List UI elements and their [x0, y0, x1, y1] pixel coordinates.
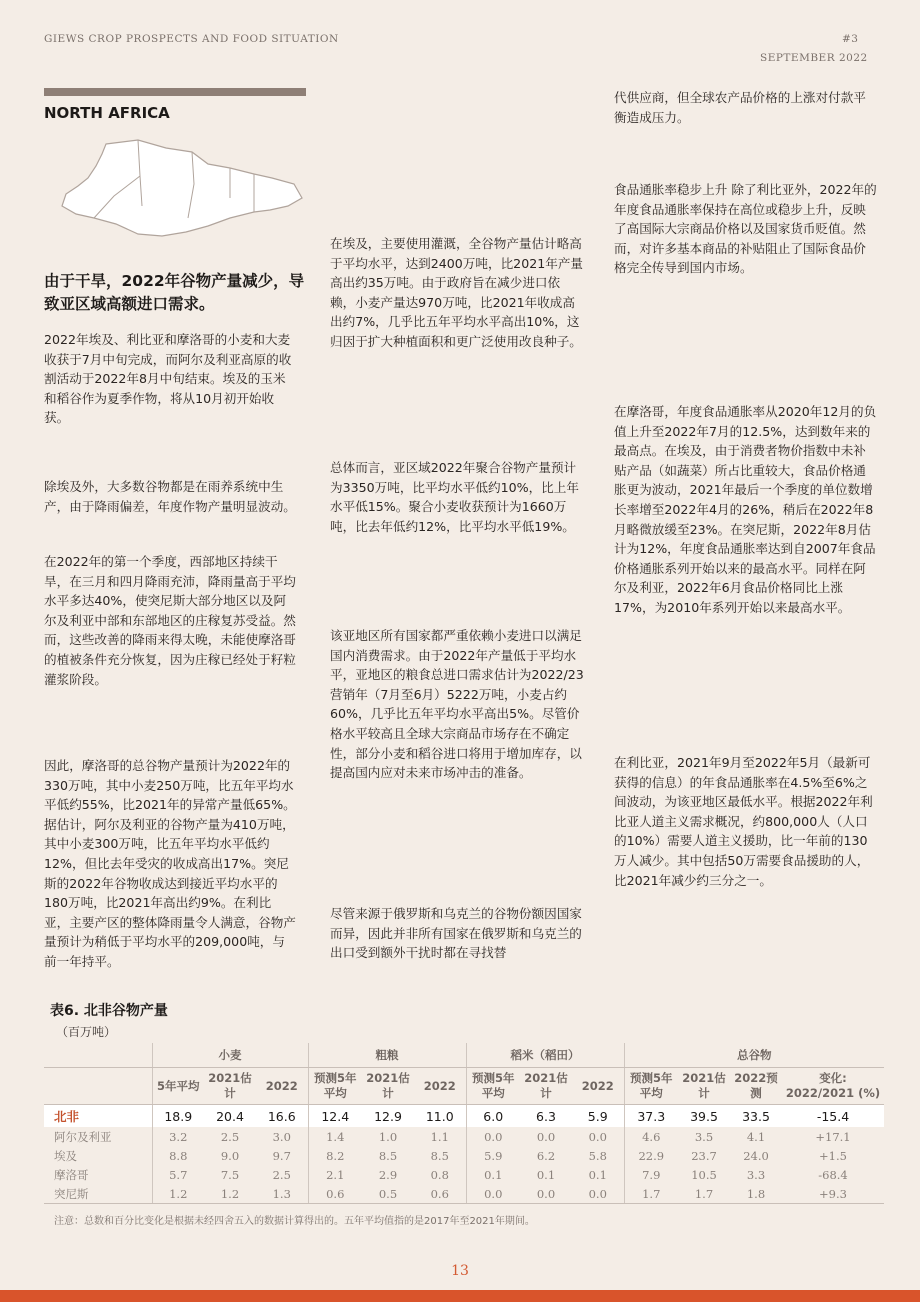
col-header-coarse-2022: 2022 [414, 1068, 466, 1105]
col2-paragraph-2: 总体而言，亚区域2022年聚合谷物产量预计为3350万吨，比平均水平低约10%，比上年水平低15%。聚合小麦收获预计为1660万吨，比去年低约12%，比平均水平低19%。 [330, 460, 579, 534]
table-row-total [44, 1105, 884, 1128]
col3-paragraph-2: 食品通胀率稳步上升 除了利比亚外，2022年的年度食品通胀率保持在高位或稳步上升，反映了高国际大宗商品价格以及国家货币贬值。然而，对许多基本商品的补贴阻止了国际食品价格完全传导到国内市场。 [614, 182, 877, 276]
table-cell: 8.8 [152, 1146, 204, 1165]
col1-paragraph-2: 除埃及外，大多数谷物都是在雨养系统中生产，由于降雨偏差，年度作物产量明显波动。 [44, 479, 296, 514]
table-cell: 2.5 [272, 1167, 291, 1182]
row-label: 突尼斯 [44, 1184, 152, 1204]
table-cell: +1.5 [819, 1148, 847, 1163]
table-cell: +17.1 [815, 1129, 851, 1144]
group-header-wheat: 小麦 [152, 1043, 308, 1068]
col1-paragraph-3: 在2022年的第一个季度，西部地区持续干旱，在三月和四月降雨充沛，降雨量高于平均水平多达40%，使突尼斯大部分地区以及阿尔及利亚中部和东部地区的庄稼复苏受益。然而，这些改善的降雨来得太晚，未能使摩洛哥的植被条件充分恢复，因为庄稼已经处于籽粒灌浆阶段。 [44, 554, 296, 687]
table-cell: 8.5 [430, 1148, 449, 1163]
col1-paragraph-1: 2022年埃及、利比亚和摩洛哥的小麦和大麦收获于7月中旬完成，而阿尔及利亚高原的收割活动于2022年8月中旬结束。埃及的玉米和稻谷作为夏季作物，将从10月初开始收获。 [44, 332, 292, 426]
group-header-total-cereals: 总谷物 [624, 1043, 884, 1068]
cereal-production-table [44, 1043, 884, 1204]
col-header-total-2022: 2022预测 [730, 1068, 782, 1105]
table-cell: 3.3 [746, 1167, 766, 1182]
col-header-wheat-2022: 2022 [256, 1068, 308, 1105]
table-row [44, 1127, 884, 1146]
table-cell: 20.4 [216, 1108, 244, 1124]
table-cell: 5.9 [466, 1146, 520, 1165]
group-header-rice: 稻米（稻田） [466, 1043, 624, 1068]
table-cell: 1.2 [204, 1184, 256, 1204]
row-label: 摩洛哥 [54, 1167, 89, 1182]
table-cell: 10.5 [691, 1167, 717, 1182]
table-cell: 0.0 [572, 1184, 624, 1204]
table-cell: 37.3 [624, 1105, 678, 1128]
table-cell: 1.7 [624, 1184, 678, 1204]
table-cell: 33.5 [742, 1108, 770, 1124]
table-cell: 3.2 [152, 1127, 204, 1146]
table-cell: 1.0 [378, 1129, 398, 1144]
col3-paragraph-1: 代供应商，但全球农产品价格的上涨对付款平衡造成压力。 [614, 90, 866, 125]
table-cell: 0.8 [430, 1167, 449, 1182]
table-cell: 18.9 [152, 1105, 204, 1128]
section-headline: 由于干旱，2022年谷物产量减少，导致亚区域高额进口需求。 [44, 272, 305, 313]
table-cell: 0.6 [414, 1184, 466, 1204]
footer-bar [0, 1290, 920, 1302]
col-header-rice-2021: 2021估计 [520, 1068, 572, 1105]
col3-paragraph-3: 在摩洛哥，年度食品通胀率从2020年12月的负值上升至2022年7月的12.5%，达到数年来的最高点。在埃及，由于消费者物价指数中未补贴产品（如蔬菜）所占比重较大，食品价格通胀更为波动，2021年最后一个季度的单位数增长率增至2022年4月的26%，稍后在2022年8月略微放缓至23%。在突尼斯，2022年8月估计为12%，年度食品通胀率达到自2007年食品价格通胀系列开始以来的最高水平。同样在阿尔及利亚，2022年6月食品价格同比上涨17%，为2010年系列开始以来最高水平。 [614, 404, 877, 615]
table-cell: 5.9 [587, 1108, 608, 1124]
table-cell: 6.2 [536, 1148, 556, 1163]
issue-number: #3 [842, 33, 859, 45]
table-cell: 1.8 [730, 1184, 782, 1204]
table-row [44, 1165, 884, 1184]
table-cell: 1.4 [308, 1127, 362, 1146]
table-note: 注意：总数和百分比变化是根据未经四舍五入的数据计算得出的。五年平均值指的是2017年至2021年期间。 [54, 1216, 535, 1227]
col3-paragraph-4: 在利比亚，2021年9月至2022年5月（最新可获得的信息）的年食品通胀率在4.5%至6%之间波动，为该亚地区最低水平。根据2022年利比亚人道主义需求概况，约800,000人（人口的10%）需要人道主义援助，比一年前的130万人减少。其中包括50万需要食品援助的人，比2021年减少约三分之一。 [614, 755, 873, 888]
table-cell: 12.9 [374, 1108, 402, 1124]
col2-paragraph-3: 该亚地区所有国家都严重依赖小麦进口以满足国内消费需求。由于2022年产量低于平均水平，亚地区的粮食总进口需求估计为2022/23营销年（7月至6月）5222万吨，小麦占约60%，几乎比五年平均水平高出5%。尽管价格水平较高且全球大宗商品市场存在不确定性，部分小麦和稻谷进口将用于增加库存，以提高国内应对未来市场冲击的准备。 [330, 628, 584, 781]
table-cell: 0.0 [588, 1129, 607, 1144]
table-cell: 39.5 [690, 1108, 718, 1124]
row-label: 埃及 [54, 1148, 77, 1163]
table-cell: 0.0 [520, 1184, 572, 1204]
row-label: 北非 [54, 1109, 80, 1124]
col2-paragraph-1: 在埃及，主要使用灌溉，全谷物产量估计略高于平均水平，达到2400万吨，比2021年产量高出约35万吨。由于政府旨在减少进口依赖，小麦产量达970万吨，比2021年收成高出约7%，几乎比五年平均水平高出10%，这归因于扩大种植面积和更广泛使用改良种子。 [330, 236, 584, 349]
col-header-rice-2022: 2022 [572, 1068, 624, 1105]
table-cell: +9.3 [782, 1184, 884, 1204]
table-cell: 0.6 [308, 1184, 362, 1204]
table-cell: 0.1 [536, 1167, 556, 1182]
table-cell: 1.2 [152, 1184, 204, 1204]
group-header-coarse-grains: 粗粮 [308, 1043, 466, 1068]
table-cell: 8.2 [308, 1146, 362, 1165]
col-header-wheat-avg5: 5年平均 [152, 1068, 204, 1105]
table-cell: 0.1 [588, 1167, 607, 1182]
table-cell: 12.4 [308, 1105, 362, 1128]
table-cell: 0.0 [466, 1184, 520, 1204]
north-africa-map [58, 136, 308, 246]
table-cell: 0.1 [466, 1165, 520, 1184]
table-cell: 1.7 [678, 1184, 730, 1204]
table-cell: 7.5 [220, 1167, 240, 1182]
table-cell: 3.5 [694, 1129, 714, 1144]
table-cell: 1.3 [256, 1184, 308, 1204]
table-cell: 7.9 [624, 1165, 678, 1184]
table-cell: 9.7 [272, 1148, 291, 1163]
table-cell: 0.0 [536, 1129, 556, 1144]
table-cell: -68.4 [818, 1167, 848, 1182]
table-cell: 4.6 [624, 1127, 678, 1146]
table-cell: 1.1 [430, 1129, 449, 1144]
col-header-rice-avg5: 预测5年平均 [466, 1068, 520, 1105]
table-body [44, 1105, 884, 1204]
table-unit: （百万吨） [56, 1025, 117, 1039]
table-cell: 22.9 [624, 1146, 678, 1165]
table-cell: 8.5 [378, 1148, 398, 1163]
table-row [44, 1146, 884, 1165]
table-cell: -15.4 [816, 1108, 850, 1124]
table-cell: 6.0 [466, 1105, 520, 1128]
table-cell: 23.7 [691, 1148, 717, 1163]
table-row [44, 1184, 884, 1204]
col-header-total-2021: 2021估计 [678, 1068, 730, 1105]
col1-paragraph-4: 因此，摩洛哥的总谷物产量预计为2022年的330万吨，其中小麦250万吨，比五年平均水平低约55%，比2021年的异常产量低65%。据估计，阿尔及利亚的谷物产量为410万吨，其中小麦300万吨，比五年平均水平低约12%，但比去年受灾的收成高出17%。突尼斯的2022年谷物收成达到接近平均水平的180万吨，比2021年高出约9%。在利比亚，主要产区的整体降雨量令人满意，谷物产量预计为稍低于平均水平的209,000吨，与前一年持平。 [44, 758, 296, 969]
col-header-wheat-2021: 2021估计 [204, 1068, 256, 1105]
table-cell: 0.0 [466, 1127, 520, 1146]
table-cell: 0.5 [362, 1184, 414, 1204]
table-cell: 4.1 [746, 1129, 766, 1144]
col2-paragraph-4: 尽管来源于俄罗斯和乌克兰的谷物份额因国家而异，因此并非所有国家在俄罗斯和乌克兰的出口受到额外干扰时都在寻找替 [330, 906, 582, 961]
table-cell: 11.0 [425, 1108, 454, 1124]
table-cell: 2.9 [378, 1167, 398, 1182]
col-header-coarse-2021: 2021估计 [362, 1068, 414, 1105]
table-cell: 24.0 [743, 1148, 769, 1163]
table-cell: 5.8 [588, 1148, 607, 1163]
table-cell: 9.0 [220, 1148, 240, 1163]
table-cell: 6.3 [536, 1108, 556, 1124]
row-label: 阿尔及利亚 [54, 1129, 112, 1144]
table-cell: 3.0 [272, 1129, 291, 1144]
region-title: NORTH AFRICA [44, 104, 170, 122]
publication-title: GIEWS CROP PROSPECTS AND FOOD SITUATION [44, 33, 339, 45]
table-title: 表6. 北非谷物产量 [50, 1003, 168, 1019]
region-bar [44, 88, 306, 96]
col-header-total-avg5: 预测5年平均 [624, 1068, 678, 1105]
col-header-coarse-avg5: 预测5年平均 [308, 1068, 362, 1105]
table-cell: 2.1 [308, 1165, 362, 1184]
table-cell: 5.7 [152, 1165, 204, 1184]
page-number: 13 [451, 1263, 469, 1279]
col-header-change: 变化: 2022/2021 (%) [782, 1068, 884, 1105]
table-cell: 2.5 [220, 1129, 240, 1144]
issue-date: SEPTEMBER 2022 [760, 52, 868, 64]
table-cell: 16.6 [267, 1108, 296, 1124]
